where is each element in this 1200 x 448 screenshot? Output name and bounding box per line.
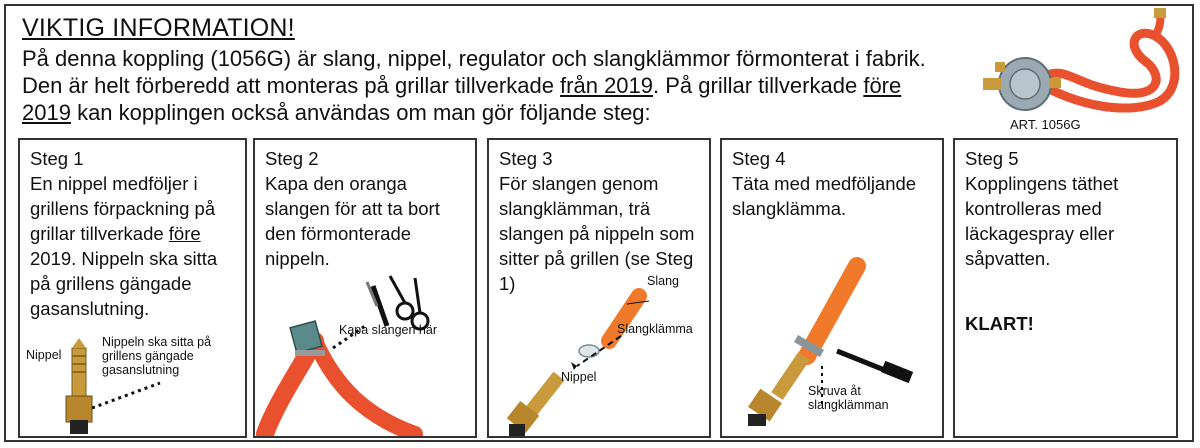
step-1-box [18, 138, 247, 438]
nippel-caption: Nippel [26, 348, 62, 362]
slangklamma-caption: Slangklämma [617, 322, 693, 336]
intro-paragraph [22, 45, 952, 126]
intro-text-1: På denna koppling (1056G) är slang, nippel, regulator och slangklämmor förmonterat i fabrik. Den är helt förberedd att monteras på grillar tillverkade [22, 46, 926, 98]
step-2-heading: Steg 2 [265, 148, 319, 169]
step-5-text: Kopplingens täthet kontrolleras med läckagespray eller såpvatten. [965, 173, 1119, 269]
page-title: VIKTIG INFORMATION! [22, 14, 295, 42]
done-label: KLART! [965, 313, 1034, 334]
step-1-underlined: före [168, 223, 201, 244]
step-4-heading: Steg 4 [732, 148, 786, 169]
nipple-note-caption: Nippeln ska sitta på grillens gängade gasanslutning [102, 335, 212, 377]
step-3-heading: Steg 3 [499, 148, 553, 169]
step-4-box [720, 138, 944, 438]
step-5-heading: Steg 5 [965, 148, 1019, 169]
step-1-heading: Steg 1 [30, 148, 84, 169]
assembly-illustration [489, 266, 709, 436]
nippel-caption-step3: Nippel [561, 370, 597, 384]
intro-underline-2: före 2019 [22, 73, 902, 125]
step-5-box [953, 138, 1178, 438]
slang-caption: Slang [647, 274, 679, 288]
screw-caption: Skruva åt slangklämman [808, 384, 889, 412]
step-2-box [253, 138, 477, 438]
intro-underline-1: från 2019 [560, 73, 654, 98]
step-1-text-b: 2019. Nippeln ska sitta på grillens gängade gasanslutning. [30, 248, 218, 319]
step-4-text: Täta med medföljande slangklämma. [732, 173, 917, 219]
step-3-text: För slangen genom slangklämman, trä slangen på nippeln som sitter på grillen (se Steg 1) [499, 173, 695, 294]
step-2-text: Kapa den oranga slangen för att ta bort den förmonterade nippeln. [265, 173, 440, 269]
step-3-box [487, 138, 711, 438]
product-article-label: ART. 1056G [1010, 117, 1081, 132]
cut-here-caption: Kapa slangen här [339, 323, 437, 337]
intro-text-2: . På grillar tillverkade [653, 73, 864, 98]
intro-text-3: kan kopplingen också användas om man gör följande steg: [70, 100, 651, 125]
cut-hose-illustration [255, 266, 475, 436]
step-1-text-a: En nippel medföljer i grillens förpackning på grillar tillverkade [30, 173, 216, 244]
